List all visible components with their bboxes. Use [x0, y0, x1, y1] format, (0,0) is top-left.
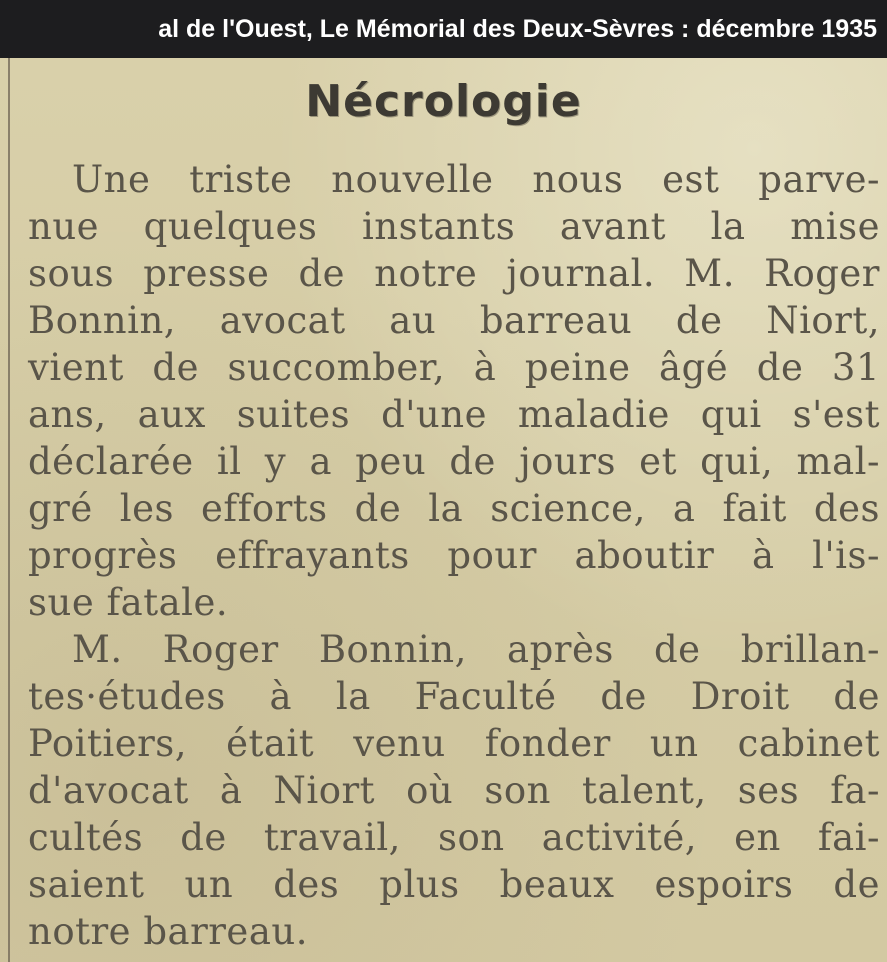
article-line: progrès effrayants pour aboutir à l'is- — [28, 534, 880, 577]
column-rule — [8, 58, 10, 962]
article-line: notre barreau. — [28, 910, 308, 953]
article-line: ans, aux suites d'une maladie qui s'est — [28, 393, 880, 436]
article-line: sue fatale. — [28, 581, 229, 624]
article-line: vient de succomber, à peine âgé de 31 — [28, 346, 880, 389]
article-line: saient un des plus beaux espoirs de — [28, 863, 880, 906]
article-line: sous presse de notre journal. M. Roger — [28, 252, 880, 295]
window-title: al de l'Ouest, Le Mémorial des Deux-Sèvres : décembre 1935 — [158, 15, 877, 43]
article-line: cultés de travail, son activité, en fai- — [28, 816, 880, 859]
article-line: Bonnin, avocat au barreau de Niort, — [28, 299, 880, 342]
window-title-bar — [0, 0, 887, 58]
article-line: M. Roger Bonnin, après de brillan- — [72, 628, 880, 671]
article-line: Poitiers, était venu fonder un cabinet — [28, 722, 880, 765]
article-line: déclarée il y a peu de jours et qui, mal- — [28, 440, 880, 483]
article-line: gré les efforts de la science, a fait des — [28, 487, 880, 530]
newspaper-scan[interactable] — [0, 58, 887, 962]
article-line: d'avocat à Niort où son talent, ses fa- — [28, 769, 880, 812]
article-heading: Nécrologie — [305, 76, 582, 127]
article-line: Une triste nouvelle nous est parve- — [72, 158, 880, 201]
article-line: nue quelques instants avant la mise — [28, 205, 880, 248]
article-line: tes·études à la Faculté de Droit de — [28, 675, 880, 718]
